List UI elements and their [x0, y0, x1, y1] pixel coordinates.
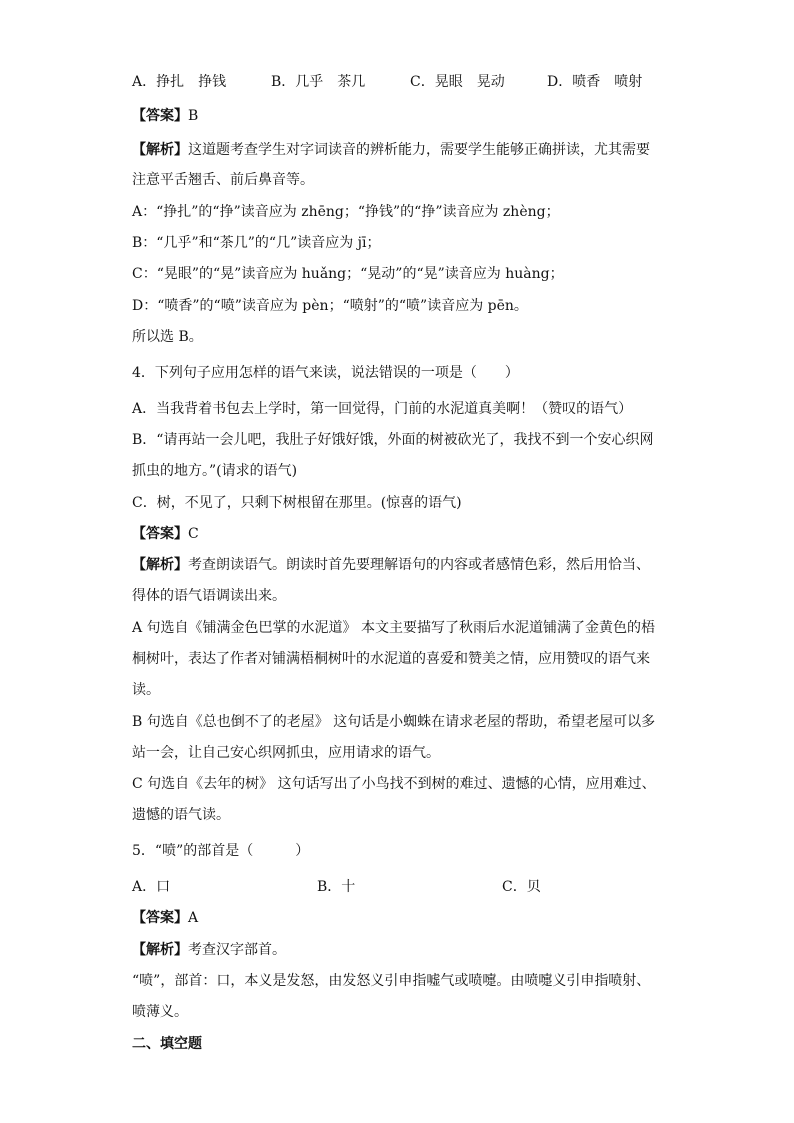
q5-answer — [132, 908, 672, 928]
q3-analysis-line-2: 注意平舌翘舌、前后鼻音等。 — [132, 172, 314, 188]
q3-option-c: C．晃眼 晃动 — [410, 74, 505, 90]
q4-answer — [132, 524, 672, 544]
q4-explain-a-line-2: 桐树叶，表达了作者对铺满梧桐树叶的水泥道的喜爱和赞美之情，应用赞叹的语气来 — [132, 651, 650, 667]
q4-explain-a-line-1: A 句选自《铺满金色巴掌的水泥道》 本文主要描写了秋雨后水泥道铺满了金黄色的梧 — [132, 620, 656, 636]
q3-option-d: D．喷香 喷射 — [547, 74, 643, 90]
answer-value: C — [188, 526, 199, 542]
q5-option-c: C．贝 — [502, 879, 541, 895]
q3-explain-b: B：“几乎”和“茶几”的“几”读音应为 jī； — [132, 235, 381, 251]
analysis-text: 考查汉字部首。 — [188, 942, 286, 958]
q4-explain-b-line-2: 站一会，让自己安心织网抓虫，应用请求的语气。 — [132, 745, 440, 761]
q4-option-b-line-1: B．“请再站一会儿吧，我肚子好饿好饿，外面的树被砍光了，我找不到一个安心织网 — [132, 432, 654, 448]
answer-label: 【答案】 — [132, 108, 188, 124]
answer-label: 【答案】 — [132, 910, 188, 926]
q4-analysis-line-2: 得体的语气语调读出来。 — [132, 588, 286, 604]
answer-value: B — [188, 108, 199, 124]
q5-option-a: A．口 — [132, 879, 171, 895]
q4-option-b-line-2: 抓虫的地方。”(请求的语气) — [132, 463, 298, 479]
analysis-label: 【解析】 — [132, 557, 188, 573]
q3-answer — [132, 106, 672, 126]
analysis-text: 这道题考查学生对字词读音的辨析能力，需要学生能够正确拼读，尤其需要 — [188, 142, 650, 158]
answer-value: A — [188, 910, 199, 926]
q5-analysis-line-1 — [132, 940, 672, 960]
answer-label: 【答案】 — [132, 526, 188, 542]
q4-explain-b-line-1: B 句选自《总也倒不了的老屋》 这句话是小蜘蛛在请求老屋的帮助，希望老屋可以多 — [132, 714, 656, 730]
q3-option-a: A．挣扎 挣钱 — [132, 74, 227, 90]
q5-explain-line-2: 喷薄义。 — [132, 1004, 188, 1020]
analysis-text: 考查朗读语气。朗读时首先要理解语句的内容或者感情色彩，然后用恰当、 — [188, 557, 650, 573]
q5-explain-line-1: “喷”，部首：口，本义是发怒，由发怒义引申指嘘气或喷嚏。由喷嚏义引申指喷射、 — [132, 973, 651, 989]
q3-explain-d: D：“喷香”的“喷”读音应为 pèn；“喷射”的“喷”读音应为 pēn。 — [132, 298, 528, 314]
q5-stem: 5．“喷”的部首是（ ） — [132, 843, 310, 859]
q3-option-b: B．几乎 茶几 — [271, 74, 366, 90]
q3-explain-a: A：“挣扎”的“挣”读音应为 zhēng；“挣钱”的“挣”读音应为 zhèng； — [132, 204, 560, 220]
q3-conclusion: 所以选 B。 — [132, 329, 203, 345]
q4-option-c: C．树，不见了，只剩下树根留在那里。(惊喜的语气) — [132, 495, 462, 511]
q4-explain-c-line-2: 遗憾的语气读。 — [132, 807, 230, 823]
q4-analysis-line-1 — [132, 555, 672, 575]
analysis-label: 【解析】 — [132, 942, 188, 958]
q5-option-b: B．十 — [317, 879, 356, 895]
section-heading-fill-in: 二、填空题 — [132, 1036, 202, 1052]
q4-option-a: A．当我背着书包去上学时，第一回觉得，门前的水泥道真美啊！（赞叹的语气） — [132, 401, 633, 417]
q4-explain-a-line-3: 读。 — [132, 682, 160, 698]
q4-explain-c-line-1: C 句选自《去年的树》 这句话写出了小鸟找不到树的难过、遗憾的心情，应用难过、 — [132, 776, 656, 792]
q3-analysis-line-1 — [132, 140, 672, 160]
analysis-label: 【解析】 — [132, 142, 188, 158]
q4-stem: 4．下列句子应用怎样的语气来读，说法错误的一项是（ ） — [132, 365, 519, 381]
q3-explain-c: C：“晃眼”的“晃”读音应为 huǎng；“晃动”的“晃”读音应为 huàng； — [132, 266, 564, 282]
